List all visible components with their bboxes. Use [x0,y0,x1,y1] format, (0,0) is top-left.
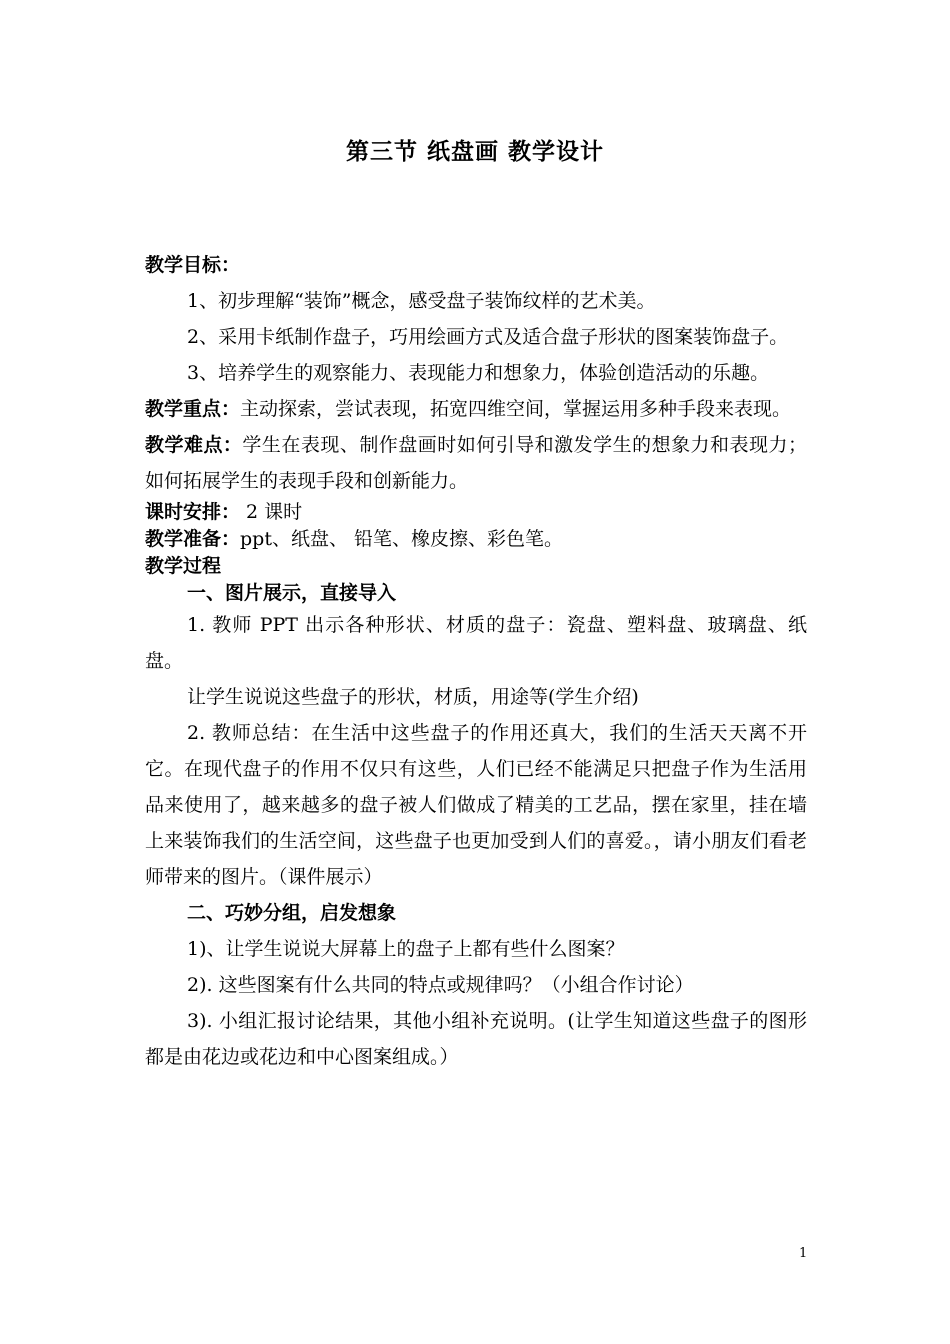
preparation-label: 教学准备： [145,528,241,550]
difficulties-text: 学生在表现、制作盘画时如何引导和激发学生的想象力和表现力；如何拓展学生的表现手段和创新能力。 [145,434,807,492]
key-points-text: 主动探索，尝试表现，拓宽四维空间，掌握运用多种手段来表现。 [240,398,792,420]
schedule-label: 课时安排： [145,501,241,523]
schedule-text: 2 课时 [240,501,303,523]
schedule-paragraph [145,499,807,526]
key-points-paragraph [145,391,807,427]
goal-item-2: 2、采用卡纸制作盘子，巧用绘画方式及适合盘子形状的图案装饰盘子。 [187,326,789,348]
difficulties-paragraph [145,427,807,499]
difficulties-label: 教学难点： [145,434,243,456]
key-points-label: 教学重点： [145,398,241,420]
goal-item-1: 1、初步理解“装饰”概念，感受盘子装饰纹样的艺术美。 [187,290,656,312]
page-number: 1 [799,1246,808,1261]
goals-heading: 教学目标： [145,254,241,276]
process-heading: 教学过程 [145,555,222,577]
section-2-heading: 二、巧妙分组，启发想象 [187,902,397,924]
section-2-item-3: 3). 小组汇报讨论结果，其他小组补充说明。(让学生知道这些盘子的图形都是由花边或花边和中心图案组成。） [145,1010,807,1068]
document-body [145,247,807,1075]
preparation-text: ppt、纸盘、 铅笔、橡皮擦、彩色笔。 [240,528,564,550]
section-2-item-1: 1)、让学生说说大屏幕上的盘子上都有些什么图案？ [187,938,625,960]
preparation-paragraph [145,526,807,553]
goal-item-3: 3、培养学生的观察能力、表现能力和想象力，体验创造活动的乐趣。 [187,362,770,384]
section-1-heading: 一、图片展示，直接导入 [187,582,397,604]
section-2-item-2: 2). 这些图案有什么共同的特点或规律吗？（小组合作讨论） [187,974,694,996]
section-1-item-3: 2. 教师总结：在生活中这些盘子的作用还真大，我们的生活天天离不开它。在现代盘子的作用不仅只有这些，人们已经不能满足只把盘子作为生活用品来使用了，越来越多的盘子被人们做成了精美的工艺品，摆在家里，挂在墙上来装饰我们的生活空间，这些盘子也更加受到人们的喜爱。，请小朋友们看老师带来的图片。（课件展示） [145,722,807,888]
section-1-item-1: 1. 教师 PPT 出示各种形状、材质的盘子：瓷盘、塑料盘、玻璃盘、纸盘。 [145,614,807,672]
page-title: 第三节 纸盘画 教学设计 [345,138,604,165]
section-1-item-2: 让学生说说这些盘子的形状，材质，用途等(学生介绍) [187,686,639,708]
